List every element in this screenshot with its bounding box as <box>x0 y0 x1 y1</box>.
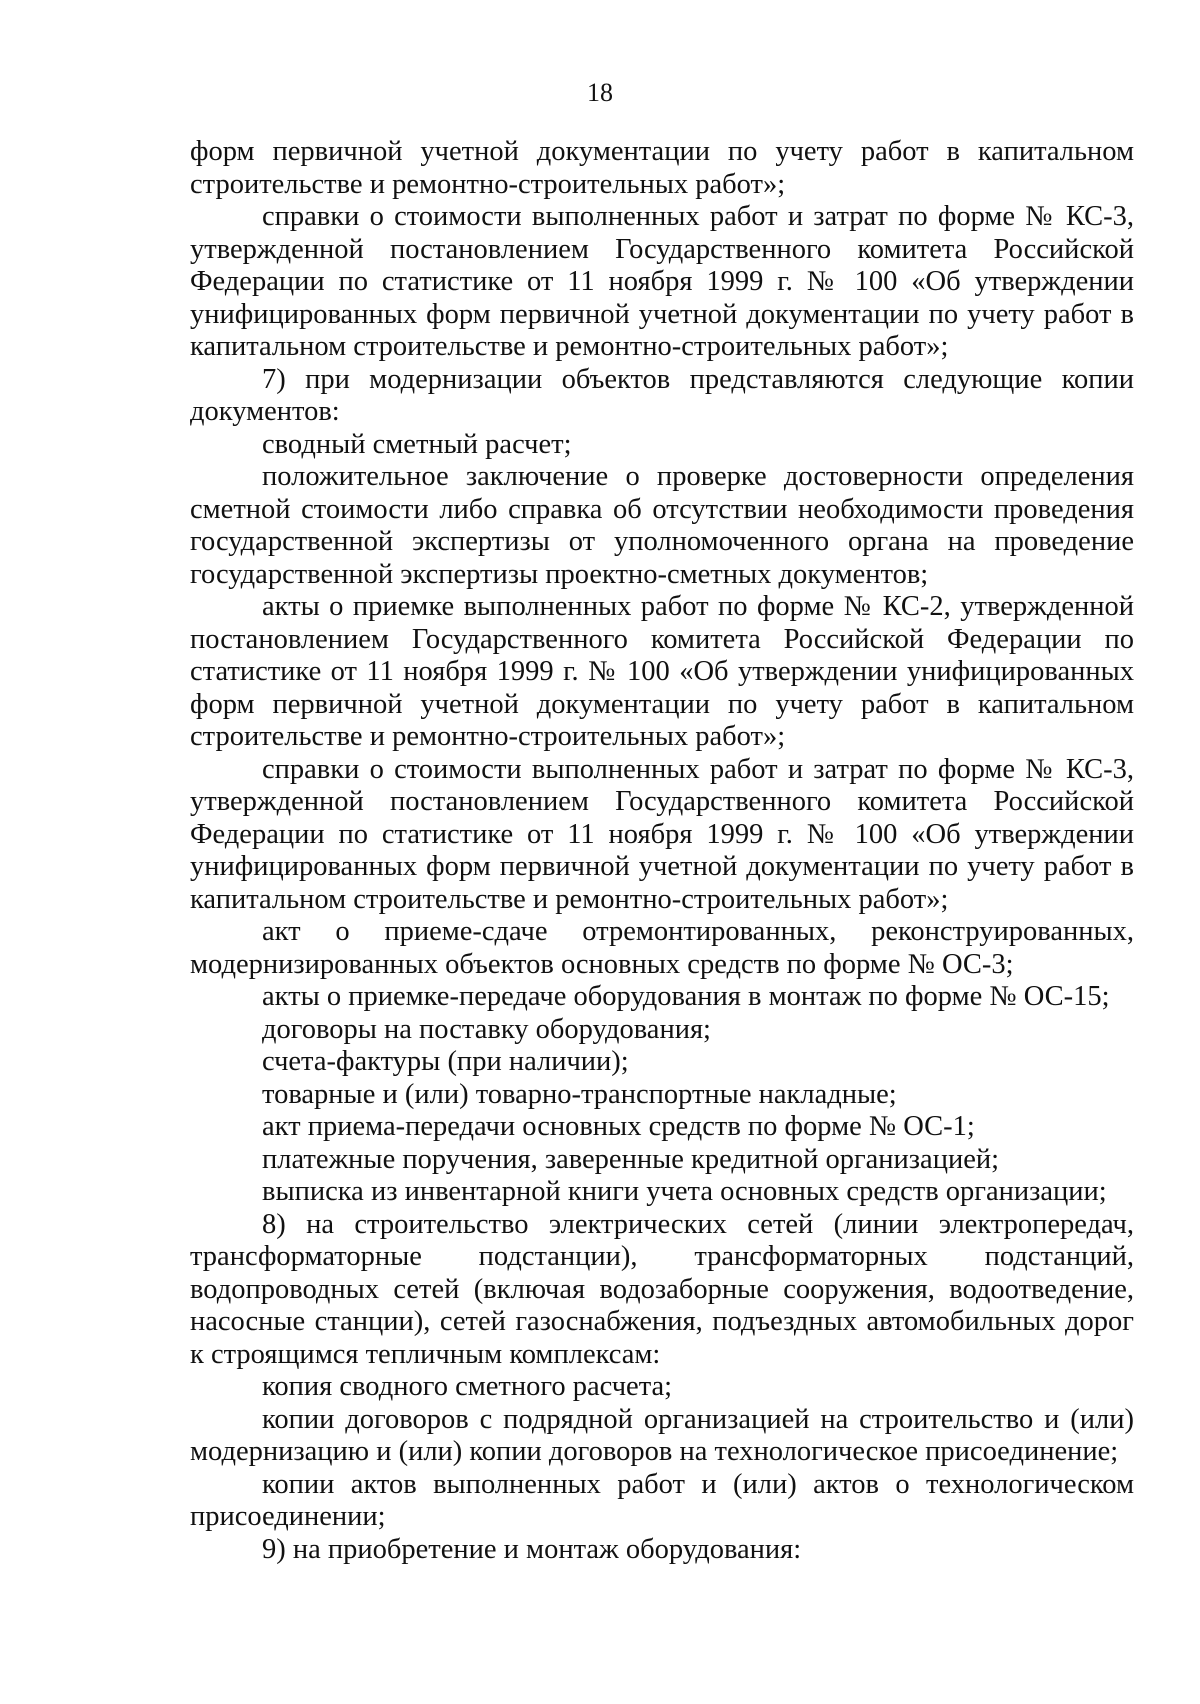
paragraph: счета-фактуры (при наличии); <box>262 1046 629 1077</box>
paragraph: копия сводного сметного расчета; <box>262 1371 673 1402</box>
paragraph: 9) на приобретение и монтаж оборудования: <box>262 1533 802 1565</box>
paragraph: выписка из инвентарной книги учета основных средств организации; <box>262 1176 1107 1207</box>
page-number: 18 <box>587 78 613 107</box>
paragraph: товарные и (или) товарно-транспортные накладные; <box>262 1078 897 1110</box>
paragraph: сводный сметный расчет; <box>262 428 572 460</box>
paragraph: справки о стоимости выполненных работ и затрат по форме № КС-3, утвержденной постановлением Государственного комитета Российской Федерации по статистике от 11 ноября 1999 г. № 100 «Об утверждении унифицированных форм первичной учетной документации по учету работ в капитальном строительстве и ремонтно-строительных работ»; <box>190 201 1134 362</box>
paragraph: акты о приемке-передаче оборудования в монтаж по форме № ОС-15; <box>262 981 1110 1012</box>
paragraph: копии актов выполненных работ и (или) актов о технологическом присоединении; <box>190 1468 1134 1532</box>
paragraph: акты о приемке выполненных работ по форме № КС-2, утвержденной постановлением Государственного комитета Российской Федерации по статистике от 11 ноября 1999 г. № 100 «Об утверждении унифицированных форм первичной учетной документации по учету работ в капитальном строительстве и ремонтно-строительных работ»; <box>190 591 1134 752</box>
document-body <box>190 136 1134 1566</box>
paragraph: положительное заключение о проверке достоверности определения сметной стоимости либо справка об отсутствии необходимости проведения государственной экспертизы от уполномоченного органа на проведение государственной экспертизы проектно-сметных документов; <box>190 461 1134 590</box>
paragraph: договоры на поставку оборудования; <box>262 1013 711 1045</box>
paragraph: акт о приеме-сдаче отремонтированных, реконструированных, модернизированных объектов основных средств по форме № ОС-3; <box>190 916 1134 980</box>
paragraph: 7) при модернизации объектов представляются следующие копии документов: <box>190 363 1134 427</box>
paragraph: 8) на строительство электрических сетей (линии электропередач, трансформаторные подстанции), трансформаторных подстанций, водопроводных сетей (включая водозаборные сооружения, водоотведение, насосные станции), сетей газоснабжения, подъездных автомобильных дорог к строящимся тепличным комплексам: <box>190 1208 1134 1370</box>
paragraph: акт приема-передачи основных средств по форме № ОС-1; <box>262 1111 975 1142</box>
paragraph: форм первичной учетной документации по учету работ в капитальном строительстве и ремонтно-строительных работ»; <box>190 136 1134 200</box>
paragraph: платежные поручения, заверенные кредитной организацией; <box>262 1143 1000 1175</box>
paragraph: справки о стоимости выполненных работ и затрат по форме № КС-3, утвержденной постановлением Государственного комитета Российской Федерации по статистике от 11 ноября 1999 г. № 100 «Об утверждении унифицированных форм первичной учетной документации по учету работ в капитальном строительстве и ремонтно-строительных работ»; <box>190 753 1134 915</box>
paragraph: копии договоров с подрядной организацией на строительство и (или) модернизацию и (или) копии договоров на технологическое присоединение; <box>190 1403 1134 1467</box>
